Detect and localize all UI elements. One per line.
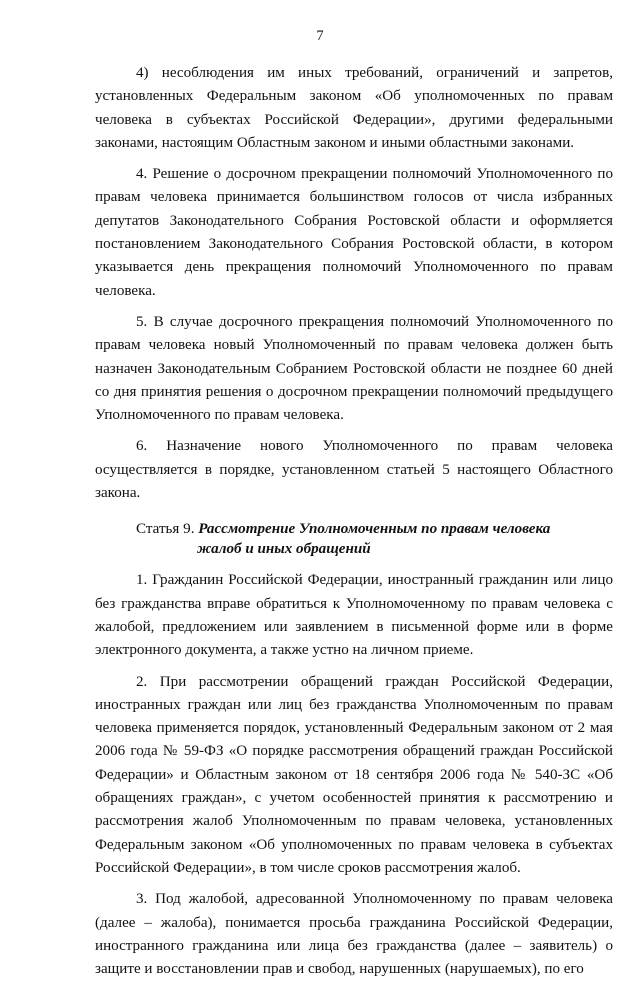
article-title-line1: Рассмотрение Уполномоченным по правам человека (198, 521, 551, 538)
paragraph-article9-item-3: 3. Под жалобой, адресованной Уполномоченному по правам человека (далее – жалоба), понимается просьба гражданина Российской Федерации, иностранного гражданина или лица без гражданства (далее – заявитель) о защите и восстановлении прав и свобод, нарушенных (нарушаемых), по его (95, 891, 613, 978)
paragraph-item-4: 4. Решение о досрочном прекращении полномочий Уполномоченного по правам человека принимается большинством голосов от числа избранных депутатов Законодательного Собрания Ростовской области и оформляется постановлением Законодательного Собрания Ростовской области, в котором указывается день прекращения полномочий Уполномоченного по правам человека. (95, 166, 613, 299)
paragraph-item-6: 6. Назначение нового Уполномоченного по правам человека осуществляется в порядке, установленном статьей 5 настоящего Областного закона. (95, 438, 613, 502)
paragraph-item-4-subpoint: 4) несоблюдения им иных требований, ограничений и запретов, установленных Федеральным законом «Об уполномоченных по правам человека в субъектах Российской Федерации», другими федеральными законами, настоящим Областным законом и иными областными законами. (95, 65, 613, 151)
paragraph-article9-item-2: 2. При рассмотрении обращений граждан Российской Федерации, иностранных граждан или лиц без гражданства Уполномоченным по правам человека применяется порядок, установленный Федеральным законом от 2 мая 2006 года № 59-ФЗ «О порядке рассмотрения обращений граждан Российской Федерации» и Областным законом от 18 сентября 2006 года № 540-ЗС «Об обращениях граждан», с учетом особенностей принятия к рассмотрению и рассмотрения жалоб Уполномоченным по правам человека, установленных Федеральным законом «Об уполномоченных по правам человека в субъектах Российской Федерации», в том числе сроков рассмотрения жалоб. (95, 673, 613, 876)
article-label: Статья 9. (136, 521, 199, 538)
paragraph-article9-item-1: 1. Гражданин Российской Федерации, иностранный гражданин или лицо без гражданства вправе обратиться к Уполномоченному по правам человека с жалобой, предложением или заявлением в письменной форме или в форме электронного документа, а также устно на личном приеме. (95, 572, 613, 659)
paragraph-item-5: 5. В случае досрочного прекращения полномочий Уполномоченного по правам человека новый Уполномоченный по правам человека должен быть назначен Законодательным Собранием Ростовской области не позднее 60 дней со дня принятия решения о досрочном прекращении полномочий предыдущего Уполномоченного по правам человека. (95, 313, 613, 424)
article-heading (95, 520, 613, 559)
document-body (95, 61, 613, 989)
page-number: 7 (316, 28, 324, 44)
article-title-line2: жалоб и иных обращений (197, 540, 371, 557)
